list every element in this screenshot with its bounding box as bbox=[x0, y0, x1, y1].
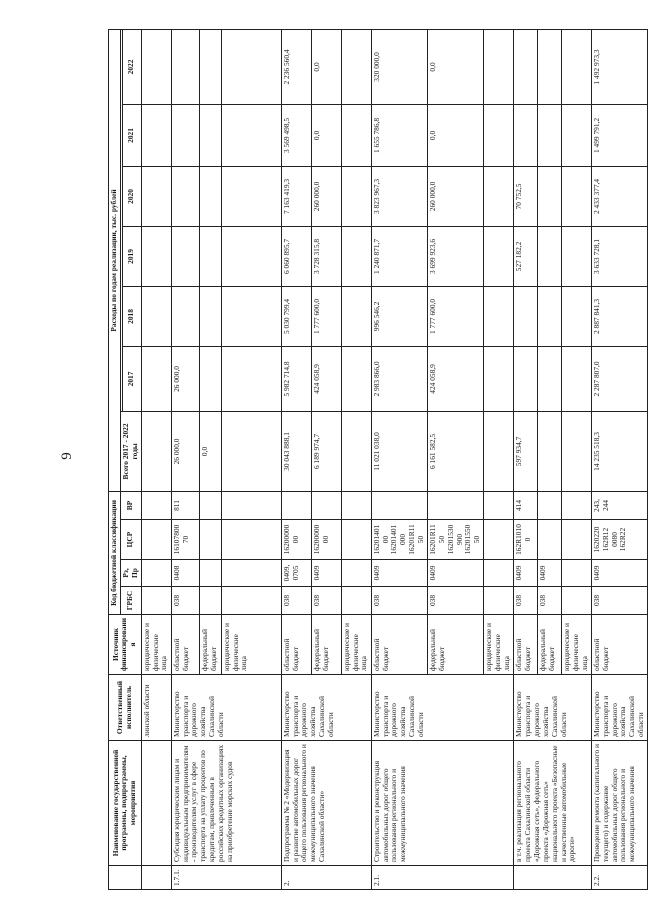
cell-total: 14 235 518,3 bbox=[591, 411, 647, 491]
header-rzpr: Рз, Пр bbox=[120, 560, 141, 587]
cell-2017: 2 983 866,0 bbox=[371, 346, 427, 411]
header-total: Всего 2017 - 2022 годы bbox=[120, 411, 141, 491]
cell-rzpr: 0409 bbox=[371, 560, 427, 587]
cell-source: областной бюджет bbox=[171, 615, 199, 675]
cell-2020: 260 000,0 bbox=[311, 166, 341, 226]
cell-source: федеральный бюджет bbox=[427, 615, 483, 675]
cell-responsible: линской области bbox=[141, 675, 171, 741]
cell-2020: 70 752,5 bbox=[514, 166, 538, 226]
cell-rzpr: 0409 bbox=[311, 560, 341, 587]
cell-2019: 3 633 728,1 bbox=[591, 226, 647, 286]
cell-name: Подпрограмма № 2 «Модернизация и развитие автомобильных дорог общего пользования регионального и межмуниципального значения Сахалинской области» bbox=[281, 741, 371, 866]
cell-2022: 320 000,0 bbox=[371, 29, 427, 104]
header-year: 2022 bbox=[122, 29, 141, 104]
header-expenses: Расходы по годам реализации, тыс. рублей bbox=[109, 29, 121, 491]
cell-2020: 260 000,0 bbox=[427, 166, 483, 226]
cell-grbs: 038 bbox=[538, 587, 562, 615]
cell-2021: 3 569 498,5 bbox=[281, 104, 311, 166]
cell-num: 2.1. bbox=[371, 866, 514, 890]
cell-source: юридические и физические лица bbox=[562, 615, 592, 675]
table-row bbox=[141, 29, 171, 889]
cell-rzpr: 0409 bbox=[514, 560, 538, 587]
header-year: 2021 bbox=[122, 104, 141, 166]
cell-source: областной бюджет bbox=[371, 615, 427, 675]
cell-2020: 7 163 419,3 bbox=[281, 166, 311, 226]
cell-total: 26 000,0 bbox=[171, 411, 199, 491]
header-csr: ЦСР bbox=[120, 520, 141, 560]
cell-source: юридические и физические лица bbox=[221, 615, 281, 675]
cell-2021: 1 499 791,2 bbox=[591, 104, 647, 166]
cell-2018: 1 777 600,0 bbox=[311, 286, 341, 346]
cell-csr: 1620000000 bbox=[311, 520, 341, 560]
cell-responsible: Министерство транспорта и дорожного хозяйства Сахалинской области bbox=[591, 675, 647, 741]
table-row bbox=[171, 29, 199, 889]
cell-2019: 3 699 923,6 bbox=[427, 226, 483, 286]
cell-grbs: 038 bbox=[427, 587, 483, 615]
cell-2022: 2 236 560,4 bbox=[281, 29, 311, 104]
cell-source: юридические и физические лица bbox=[341, 615, 371, 675]
cell-rzpr: 0409 bbox=[591, 560, 647, 587]
cell-total: 30 043 888,1 bbox=[281, 411, 311, 491]
cell-total: 597 934,7 bbox=[514, 411, 538, 491]
cell-source: областной бюджет bbox=[591, 615, 647, 675]
cell-csr: 1620140100 16201401000 16201R1150 bbox=[371, 520, 427, 560]
cell-grbs: 038 bbox=[371, 587, 427, 615]
cell-total: 11 021 038,0 bbox=[371, 411, 427, 491]
cell-name: Проведение ремонта (капитального и текущего) и содержание автомобильных дорог общего пользования регионального и межмуниципального значения bbox=[591, 741, 647, 866]
cell-2019: 527 182,2 bbox=[514, 226, 538, 286]
header-name: Наименование государственной программы, подпрограммы, мероприятия bbox=[109, 741, 142, 866]
cell-2021: 1 655 786,8 bbox=[371, 104, 427, 166]
cell-2020: 2 433 377,4 bbox=[591, 166, 647, 226]
header-year: 2019 bbox=[122, 226, 141, 286]
cell-responsible: Министерство транспорта и дорожного хозяйства Сахалинской области bbox=[171, 675, 281, 741]
header-year: 2017 bbox=[122, 346, 141, 411]
cell-total: 6 161 582,5 bbox=[427, 411, 483, 491]
cell-2019: 3 728 315,8 bbox=[311, 226, 341, 286]
cell-2021: 0,0 bbox=[311, 104, 341, 166]
cell-2017: 2 287 807,0 bbox=[591, 346, 647, 411]
cell-grbs: 038 bbox=[591, 587, 647, 615]
cell-2018: 5 030 799,4 bbox=[281, 286, 311, 346]
cell-2022: 0,0 bbox=[427, 29, 483, 104]
cell-rzpr: 0409, 0705 bbox=[281, 560, 311, 587]
header-row-1 bbox=[109, 29, 121, 889]
cell-total: 0,0 bbox=[199, 411, 221, 491]
cell-2019: 6 060 895,7 bbox=[281, 226, 311, 286]
cell-responsible: Министерство транспорта и дорожного хозяйства Сахалинской области bbox=[371, 675, 514, 741]
cell-total: 6 189 974,7 bbox=[311, 411, 341, 491]
cell-responsible: Министерство транспорта и дорожного хозяйства Сахалинской области bbox=[514, 675, 592, 741]
cell-name: Субсидия юридическим лицам и индивидуальным предпринимателям - производителям услуг в сфере транспорта на уплату процентов по кредитам, привлеченным в российских кредитных организациях на приобретение морских судов bbox=[171, 741, 281, 866]
cell-name: Строительство и реконструкция автомобильных дорог общего пользования регионального и межмуниципального значения bbox=[371, 741, 514, 866]
header-grbs: ГРБС bbox=[120, 587, 141, 615]
cell-source: федеральный бюджет bbox=[311, 615, 341, 675]
cell-rzpr: 0409 bbox=[538, 560, 562, 587]
cell-grbs: 038 bbox=[311, 587, 341, 615]
header-vr: ВР bbox=[120, 491, 141, 519]
cell-vr: 414 bbox=[514, 491, 538, 519]
cell-num: 2.2. bbox=[591, 866, 647, 890]
table-row bbox=[281, 29, 311, 889]
cell-csr: 1610780070 bbox=[171, 520, 199, 560]
cell-2018: 996 546,2 bbox=[371, 286, 427, 346]
table-row bbox=[591, 29, 647, 889]
cell-2020: 3 823 967,3 bbox=[371, 166, 427, 226]
cell-source: областной бюджет bbox=[281, 615, 311, 675]
cell-responsible: Министерство транспорта и дорожного хозяйства Сахалинской области bbox=[281, 675, 371, 741]
cell-csr: 1620000000 bbox=[281, 520, 311, 560]
cell-rzpr: 0409 bbox=[427, 560, 483, 587]
cell-vr: 243, 244 bbox=[591, 491, 647, 519]
cell-csr: 1620220 162R12 0080 162R22 bbox=[591, 520, 647, 560]
budget-table bbox=[108, 29, 648, 890]
rotated-page bbox=[59, 30, 646, 890]
cell-grbs: 038 bbox=[281, 587, 311, 615]
cell-2022: 1 492 973,3 bbox=[591, 29, 647, 104]
cell-grbs: 038 bbox=[514, 587, 538, 615]
cell-source: юридические и физические лица bbox=[141, 615, 171, 675]
cell-num: 2. bbox=[281, 866, 371, 890]
cell-2017: 5 982 714,8 bbox=[281, 346, 311, 411]
table-row bbox=[514, 29, 538, 889]
table-row bbox=[371, 29, 427, 889]
cell-2017: 424 058,9 bbox=[427, 346, 483, 411]
header-budget-code: Код бюджетной классификации bbox=[109, 491, 121, 614]
cell-2019: 1 240 871,7 bbox=[371, 226, 427, 286]
cell-name: в т.ч. реализация регионального проекта Сахалинской области «Дорожная сеть», федерального проекта «Дорожная сеть» национального проекта «Безопасные и качественные автомобильные дороги» bbox=[514, 741, 592, 866]
cell-source: федеральный бюджет bbox=[538, 615, 562, 675]
cell-2018: 2 887 841,3 bbox=[591, 286, 647, 346]
header-year: 2020 bbox=[122, 166, 141, 226]
header-source: Источник финансирования bbox=[109, 615, 142, 675]
cell-csr: 16201R1150 16201530900 1620155050 bbox=[427, 520, 483, 560]
cell-source: федеральный бюджет bbox=[199, 615, 221, 675]
cell-csr: 162R10100 bbox=[514, 520, 538, 560]
header-num bbox=[109, 866, 142, 890]
cell-source: юридические и физические лица bbox=[484, 615, 514, 675]
cell-source: областной бюджет bbox=[514, 615, 538, 675]
cell-grbs: 038 bbox=[171, 587, 199, 615]
cell-rzpr: 0408 bbox=[171, 560, 199, 587]
page-number: 9 bbox=[59, 452, 75, 460]
cell-2022: 0,0 bbox=[311, 29, 341, 104]
cell-2017: 424 058,9 bbox=[311, 346, 341, 411]
cell-vr: 811 bbox=[171, 491, 199, 519]
cell-num: 1.7.1. bbox=[171, 866, 281, 890]
header-year: 2018 bbox=[122, 286, 141, 346]
cell-2018: 1 777 600,0 bbox=[427, 286, 483, 346]
header-responsible: Ответственный исполнитель bbox=[109, 675, 142, 741]
cell-2021: 0,0 bbox=[427, 104, 483, 166]
cell-2017: 26 000,0 bbox=[171, 346, 199, 411]
